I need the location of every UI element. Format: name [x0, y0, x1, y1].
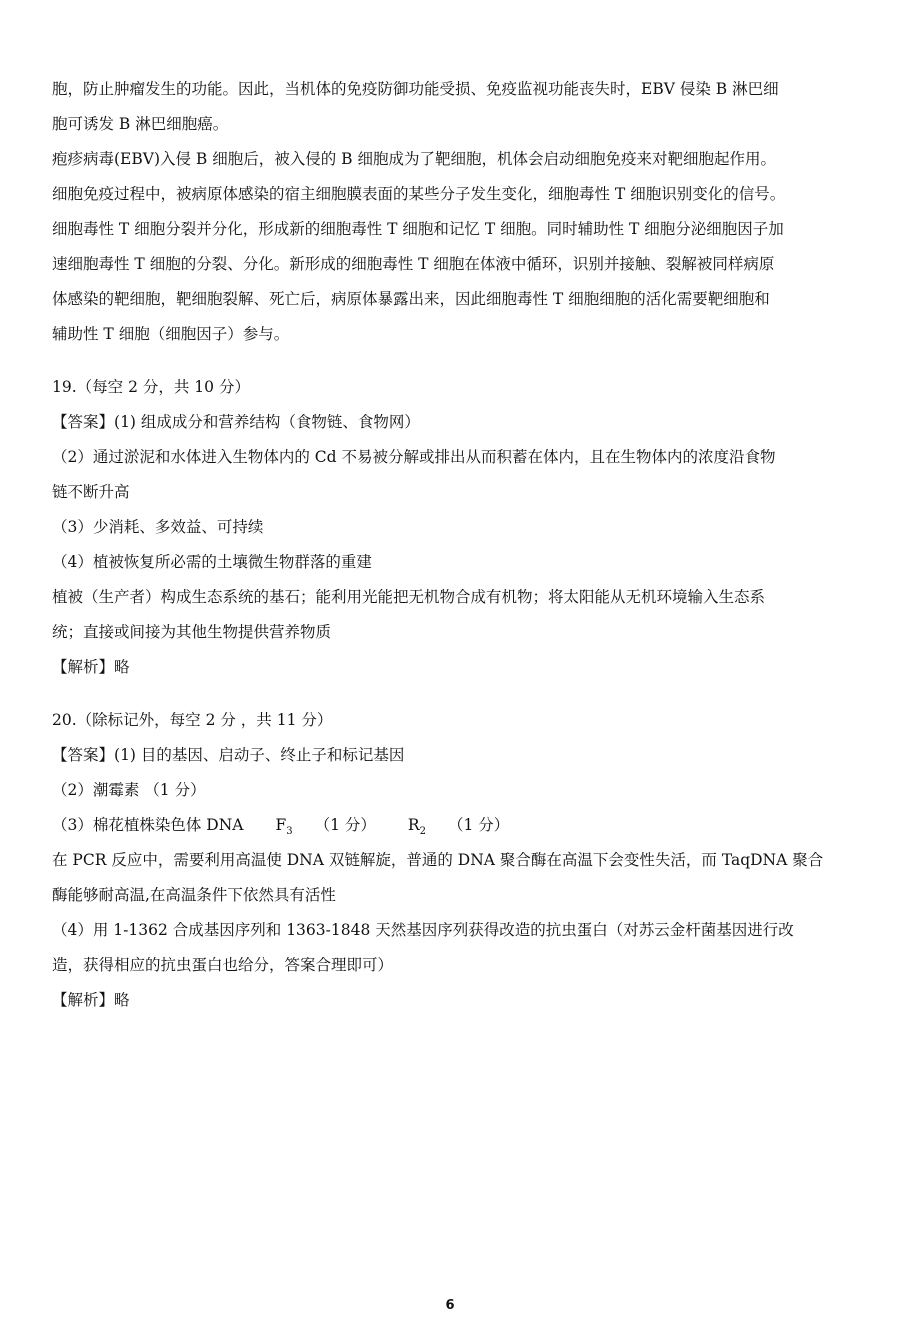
answer-line: 造，获得相应的抗虫蛋白也给分，答案合理即可）: [52, 956, 394, 974]
page-content: [52, 72, 878, 1018]
answer-line: （2）潮霉素 （1 分）: [52, 781, 206, 799]
answer-line: [52, 808, 878, 843]
analysis-label: 【解析】: [52, 991, 115, 1009]
answer-line: （4）植被恢复所必需的土壤微生物群落的重建: [52, 553, 372, 571]
score-note: （1 分）: [314, 816, 376, 834]
answer-line: [52, 405, 878, 440]
text-line: 细胞毒性 T 细胞分裂并分化，形成新的细胞毒性 T 细胞和记忆 T 细胞。同时辅助性 T 细胞分泌细胞因子加: [52, 220, 784, 238]
answer-line: 植被（生产者）构成生态系统的基石；能利用光能把无机物合成有机物；将太阳能从无机环境输入生态系: [52, 588, 766, 606]
text-line: 辅助性 T 细胞（细胞因子）参与。: [52, 325, 290, 343]
answer-line: 酶能够耐高温,在高温条件下依然具有活性: [52, 886, 336, 904]
text-line: 胞，防止肿瘤发生的功能。因此，当机体的免疫防御功能受损、免疫监视功能丧失时，EBV 侵染 B 淋巴细: [52, 80, 779, 98]
primer-r: R: [407, 816, 420, 834]
page-number: 6: [445, 1298, 455, 1313]
answer-line: （4）用 1-1362 合成基因序列和 1363-1848 天然基因序列获得改造的抗虫蛋白（对苏云金杆菌基因进行改: [52, 921, 794, 939]
answer-line: [52, 738, 878, 773]
answer-line: 链不断升高: [52, 483, 130, 501]
answer-text: (1) 组成成分和营养结构（食物链、食物网）: [114, 413, 420, 431]
primer-f: F: [275, 816, 287, 834]
answer-line: 统；直接或间接为其他生物提供营养物质: [52, 623, 332, 641]
text-line: 疱疹病毒(EBV)入侵 B 细胞后，被入侵的 B 细胞成为了靶细胞，机体会启动细胞免疫来对靶细胞起作用。: [52, 150, 776, 168]
answer-line: （3）少消耗、多效益、可持续: [52, 518, 264, 536]
analysis-label: 【解析】: [52, 658, 115, 676]
q18-explanation: [52, 72, 878, 352]
question-header: 20.（除标记外，每空 2 分 ，共 11 分）: [52, 711, 333, 729]
question-19: [52, 370, 878, 685]
score-note: （1 分）: [447, 816, 510, 834]
text-line: 体感染的靶细胞，靶细胞裂解、死亡后，病原体暴露出来，因此细胞毒性 T 细胞细胞的活化需要靶细胞和: [52, 290, 770, 308]
text-line: 胞可诱发 B 淋巴细胞癌。: [52, 115, 229, 133]
primer-f-subscript: 3: [286, 826, 293, 838]
primer-r-subscript: 2: [419, 826, 426, 838]
answer-line: （2）通过淤泥和水体进入生物体内的 Cd 不易被分解或排出从而积蓄在体内，且在生物体内的浓度沿食物: [52, 448, 776, 466]
analysis-line: [52, 650, 878, 685]
answer-text: （3）棉花植株染色体 DNA: [52, 816, 244, 834]
question-header: 19.（每空 2 分，共 10 分）: [52, 378, 250, 396]
analysis-text: 略: [114, 658, 130, 676]
answer-label: 【答案】: [52, 413, 115, 431]
analysis-line: [52, 983, 878, 1018]
question-20: [52, 703, 878, 1018]
answer-text: (1) 目的基因、启动子、终止子和标记基因: [114, 746, 405, 764]
answer-label: 【答案】: [52, 746, 115, 764]
analysis-text: 略: [114, 991, 130, 1009]
text-line: 速细胞毒性 T 细胞的分裂、分化。新形成的细胞毒性 T 细胞在体液中循环，识别并接触、裂解被同样病原: [52, 255, 775, 273]
answer-line: 在 PCR 反应中，需要利用高温使 DNA 双链解旋，普通的 DNA 聚合酶在高温下会变性失活，而 TaqDNA 聚合: [52, 851, 824, 869]
text-line: 细胞免疫过程中，被病原体感染的宿主细胞膜表面的某些分子发生变化，细胞毒性 T 细胞识别变化的信号。: [52, 185, 786, 203]
